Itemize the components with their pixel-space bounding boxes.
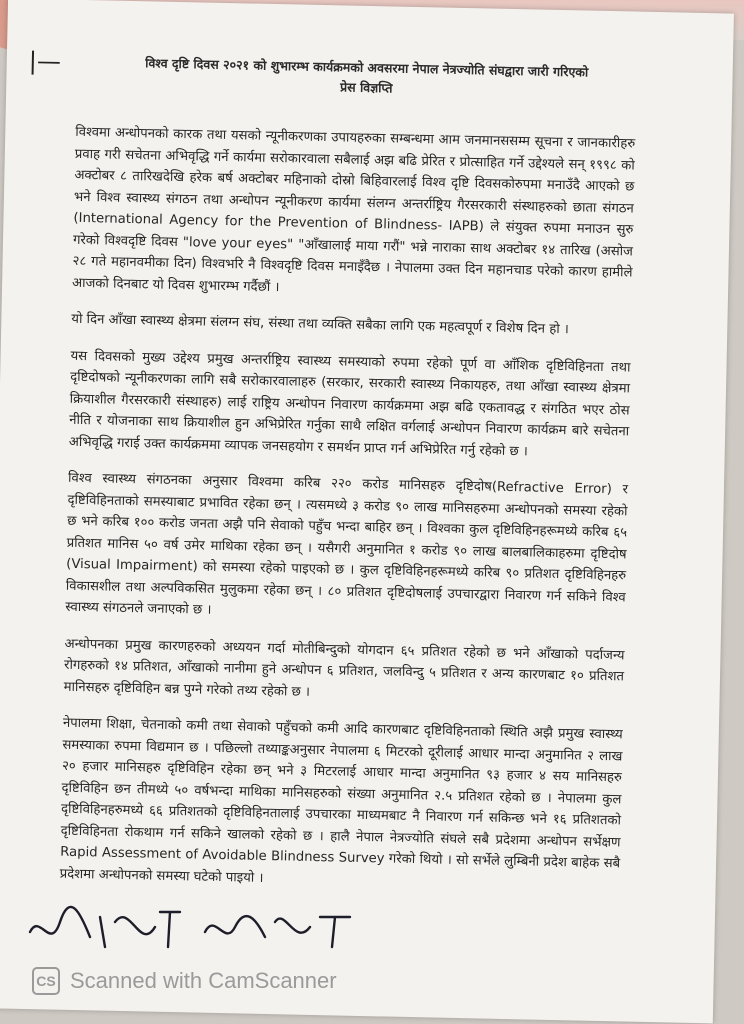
camscanner-watermark <box>32 966 337 996</box>
paragraph-6: नेपालमा शिक्षा, चेतनाको कमी तथा सेवाको पहुँचको कमी आदि कारणबाट दृष्टिविहिनताको स्थिति अझै प्रमुख स्वास्थ्य समस्याका रुपमा विद्यमान छ । पछिल्लो तथ्याङ्कअनुसार नेपालमा ६ मिटरको दूरीलाई आधार मान्दा अनुमानित २ लाख २० हजार मानिसहरु दृष्टिविहिन रहेका छन् भने ३ मिटरलाई आधार मान्दा अनुमानित ९३ हजार ४ सय मानिसहरु दृष्टिविहिन छन तीमध्ये ५० वर्षभन्दा माथिका मानिसहरुको संख्या अनुमानित २.५ प्रतिशत रहेको छ । नेपालमा कुल दृष्टिविहिनहरुमध्ये ६६ प्रतिशतको दृष्टिविहिनतालाई उपचारका माध्यमबाट नै निवारण गर्न सकिन्छ भने १६ प्रतिशतको दृष्टिविहिनता रोकथाम गर्न सकिने खालको रहेको छ । हालै नेपाल नेत्रज्योति संघले सबै प्रदेशमा अन्धोपन सर्भेक्षण Rapid Assessment of Avoidable Blindness Survey गरेको थियो । सो सर्भेले लुम्बिनी प्रदेश बाहेक सबै प्रदेशमा अन्धोपनको समस्या घटेको पाइयो । <box>59 715 623 886</box>
camscanner-logo-icon: CS <box>32 967 60 995</box>
paragraph-3: यस दिवसको मुख्य उद्देश्य प्रमुख अन्तर्राष्ट्रिय स्वास्थ्य समस्याको रुपमा रहेको पूर्ण वा आँशिक दृष्टिविहिनता तथा दृष्टिदोषको न्यूनीकरणका लागि सबै सरोकारवालाहरु (सरकार, सरकारी स्वास्थ्य निकायहरु, तथा आँखा स्वास्थ्य क्षेत्रमा क्रियाशील गैरसरकारी संस्थाहरु) लाई राष्ट्रिय अन्धोपन निवारण कार्यक्रममा अझ बढि एकतावद्ध र संगठित भएर ठोस नीति र योजनाका साथ क्रियाशील हुन अभिप्रेरित गर्नुका साथै लक्षित वर्गलाई अन्धोपन निवारण कार्यक्रम बारे सचेतना अभिवृद्धि गराई उक्त कार्यक्रममा व्यापक जनसहयोग र समर्थन प्राप्त गर्न अभिप्रेरित गर्नु रहेको छ । <box>68 348 631 459</box>
paragraph-2: यो दिन आँखा स्वास्थ्य क्षेत्रमा संलग्न संघ, संस्था तथा व्यक्ति सबैका लागि एक महत्वपूर्ण र विशेष दिन हो । <box>71 311 570 338</box>
margin-mark: |— <box>28 46 62 76</box>
document-header <box>106 52 627 103</box>
header-subtitle: प्रेस विज्ञप्ति <box>339 79 393 96</box>
paragraph-5: अन्धोपनका प्रमुख कारणहरुको अध्ययन गर्दा मोतीबिन्दुको योगदान ६५ प्रतिशत रहेको छ भने आँखाको पर्दाजन्य रोगहरुको १४ प्रतिशत, आँखाको नानीमा हुने अन्धोपन ६ प्रतिशत, जलविन्दु ५ प्रतिशत र अन्य कारणबाट १० प्रतिशत मानिसहरु दृष्टिविहिन बन्न पुग्ने गरेको तथ्य रहेको छ । <box>63 636 625 700</box>
paragraph-1: विश्वमा अन्धोपनको कारक तथा यसको न्यूनीकरणका उपायहरुका सम्बन्धमा आम जनमानससम्म सूचना र जानकारीहरु प्रवाह गरी सचेतना अभिवृद्धि गर्ने कार्यमा सरोकारवाला सबैलाई अझ बढि प्रेरित र प्रोत्साहित गर्ने उद्देश्यले सन् १९९८ को अक्टोबर ८ तारिखदेखि हरेक बर्ष अक्टोबर महिनाको दोस्रो बिहिवारलाई विश्व दृष्टि दिवसकोरुपमा मनाउँदै आएको छ भने विश्व स्वास्थ्य संगठन तथा अन्धोपन न्यूनीकरण कार्यमा संलग्न अन्तर्राष्ट्रिय गैरसरकारी संस्थाहरुको छाता संगठन (International Agency for the Prevention of Blindness- IAPB) ले संयुक्त रुपमा मनाउन सुरु गरेको विश्वदृष्टि दिवस "love your eyes" "आँखालाई माया गरौं" भन्ने नाराका साथ अक्टोबर १४ तारिख (असोज २८ गते महानवमीका दिन) विश्वभरि नै विश्वदृष्टि दिवस मनाइँदैछ । नेपालमा उक्त दिन महानचाड परेको कारण हामीले आजको दिनबाट यो दिवस शुभारम्भ गर्दैछौं । <box>71 124 636 295</box>
paragraph-4: विश्व स्वास्थ्य संगठनका अनुसार विश्वमा करिब २२० करोड मानिसहरु दृष्टिदोष(Refractive Error) र दृष्टिविहिनताको समस्याबाट प्रभावित रहेका छन् । त्यसमध्ये ३ करोड ९० लाख मानिसहरुमा अन्धोपनको समस्या रहेको छ भने करिब १०० करोड जनता अझै पनि सेवाको पहुँच भन्दा बाहिर छन् । विश्वका कुल दृष्टिविहिनहरूमध्ये करिब ६५ प्रतिशत मानिस ५० वर्ष उमेर माथिका रहेका छन् । यसैगरी अनुमानित १ करोड ९० लाख बालबालिकाहरुमा दृष्टिदोष (Visual Impairment) को समस्या रहेको पाइएको छ । कुल दृष्टिविहिनहरूमध्ये करिब ९० प्रतिशत दृष्टिविहिनहरु विकासशील तथा अल्पविकसित मुलुकमा रहेका छन् । ८० प्रतिशत दृष्टिदोषलाई उपचारद्वारा निवारण गर्न सकिने विश्व स्वास्थ्य संगठनले जनाएको छ । <box>65 470 629 618</box>
camscanner-label: Scanned with CamScanner <box>70 968 337 993</box>
header-title: विश्व दृष्टि दिवस २०२१ को शुभारम्भ कार्यक्रमको अवसरमा नेपाल नेत्रज्योति संघद्वारा जारी गरिएको <box>145 55 589 80</box>
document-body <box>59 122 635 912</box>
handwritten-signature <box>20 892 380 962</box>
